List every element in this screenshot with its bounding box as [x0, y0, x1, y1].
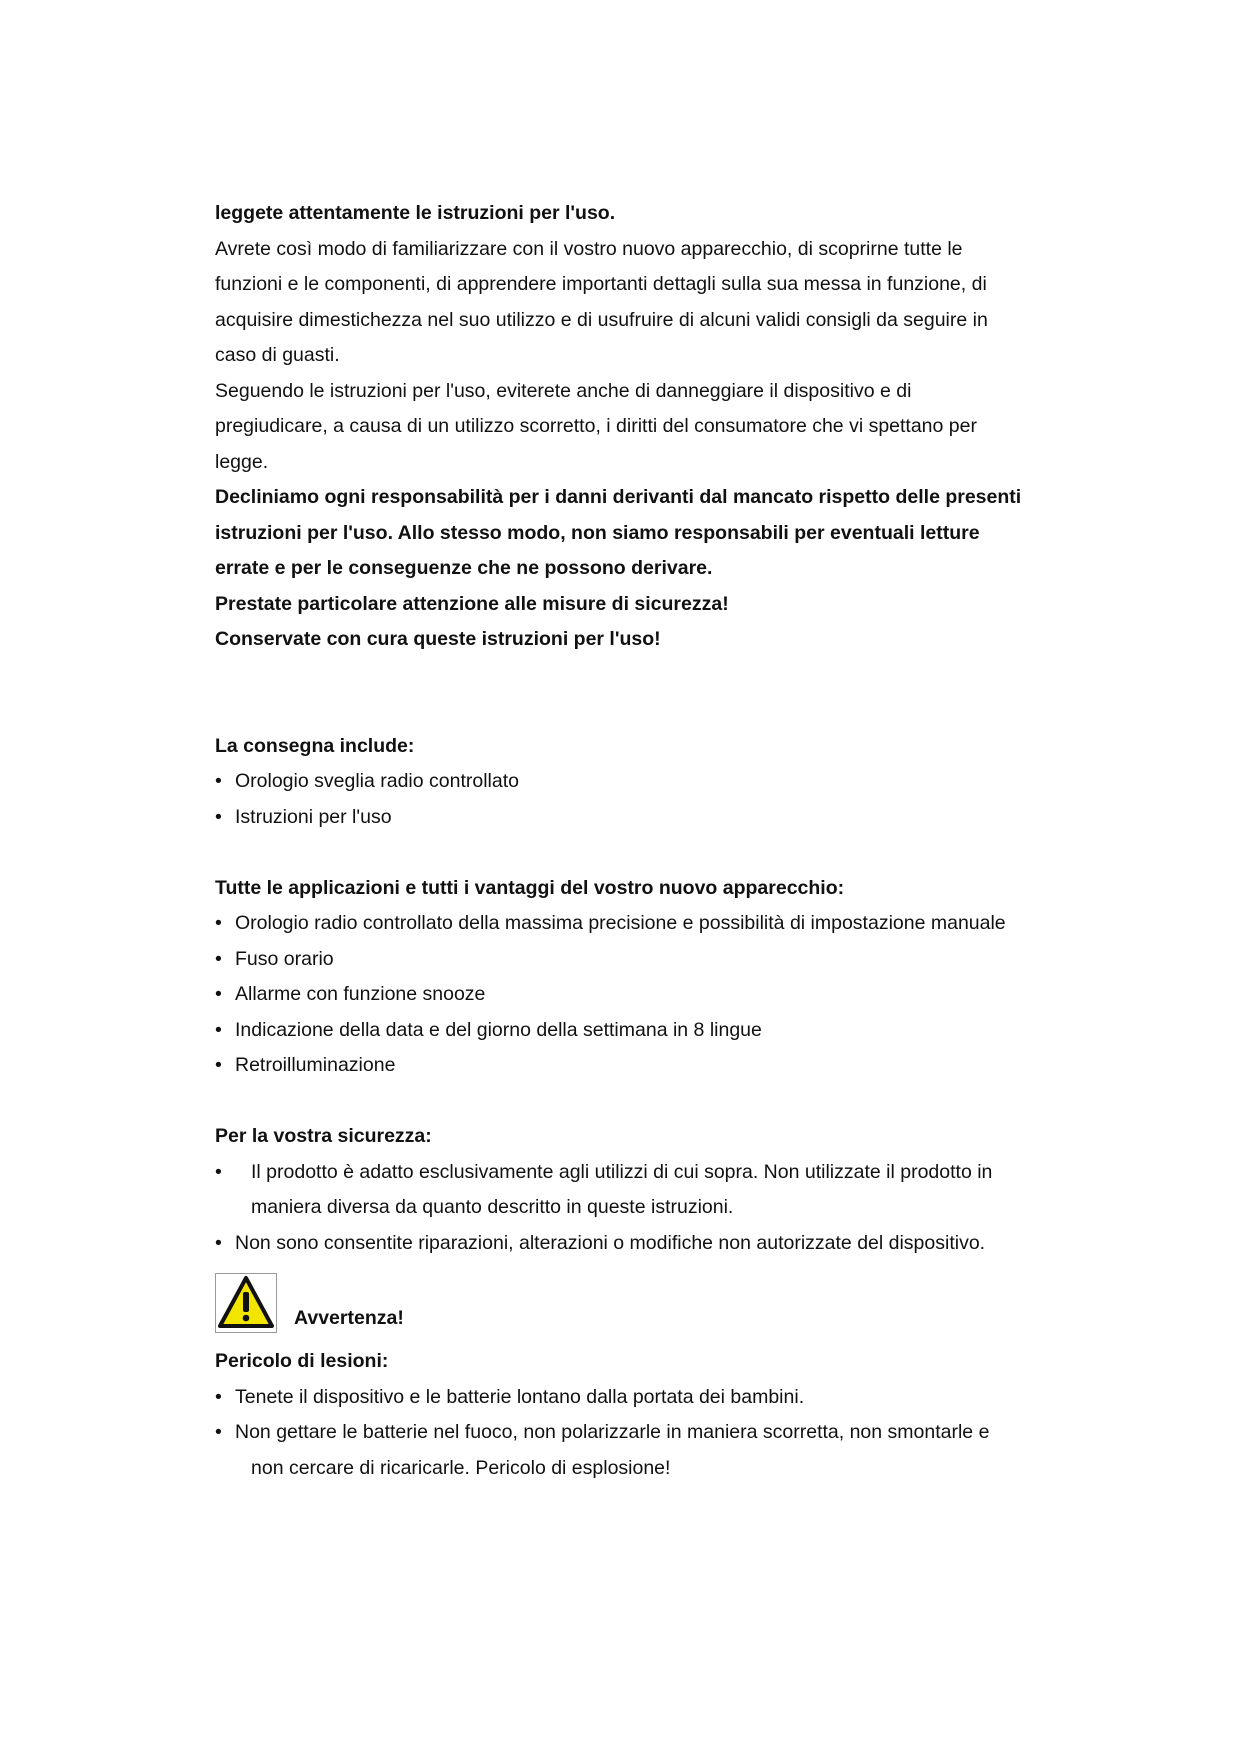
warning-triangle-icon	[215, 1273, 277, 1333]
list-item-text-continued: non cercare di ricaricarle. Pericolo di esplosione!	[251, 1456, 671, 1479]
text-line: acquisire dimestichezza nel suo utilizzo e di usufruire di alcuni validi consigli da seguire in	[215, 308, 988, 331]
list-item-text: Fuso orario	[235, 947, 334, 970]
list-item-text: Istruzioni per l'uso	[235, 805, 392, 828]
list-item	[215, 1048, 1045, 1084]
bullet-icon: •	[215, 1421, 222, 1443]
warning-label: Avvertenza!	[294, 1307, 404, 1329]
list-item-text: Orologio radio controllato della massima precisione e possibilità di impostazione manuale	[235, 912, 1006, 934]
delivery-list	[215, 764, 1045, 835]
section-spacer	[215, 1084, 1045, 1120]
delivery-heading: La consegna include:	[215, 734, 415, 757]
intro-paragraph-1	[215, 232, 1045, 374]
list-item-text: Indicazione della data e del giorno della settimana in 8 lingue	[235, 1018, 762, 1041]
bullet-icon: •	[215, 770, 222, 792]
text-line: errate e per le conseguenze che ne possono derivare.	[215, 557, 713, 579]
intro-paragraph-2	[215, 374, 1045, 481]
section-spacer	[215, 658, 1045, 729]
text-line: funzioni e le componenti, di apprendere importanti dettagli sulla sua messa in funzione, di	[215, 273, 987, 295]
warning-list	[215, 1380, 1045, 1487]
warning-block	[215, 1273, 1045, 1344]
list-item-text-continued: maniera diversa da quanto descritto in queste istruzioni.	[251, 1196, 734, 1218]
bullet-icon: •	[215, 912, 222, 934]
list-item	[215, 1380, 1045, 1416]
list-item-text: Tenete il dispositivo e le batterie lontano dalla portata dei bambini.	[235, 1385, 805, 1408]
list-item	[215, 977, 1045, 1013]
list-item	[215, 1226, 1045, 1262]
list-item-text: Il prodotto è adatto esclusivamente agli utilizzi di cui sopra. Non utilizzate il prodotto in	[251, 1160, 993, 1183]
features-list	[215, 906, 1045, 1084]
bullet-icon: •	[215, 805, 222, 828]
text-line: caso di guasti.	[215, 344, 340, 366]
keep-instructions-note: Conservate con cura queste istruzioni per l'uso!	[215, 628, 661, 650]
list-item-text: Non gettare le batterie nel fuoco, non polarizzarle in maniera scorretta, non smontarle e	[235, 1421, 990, 1443]
bullet-icon: •	[215, 1385, 222, 1408]
intro-heading: leggete attentamente le istruzioni per l'uso.	[215, 202, 616, 224]
list-item	[215, 1013, 1045, 1049]
disclaimer-paragraph	[215, 480, 1045, 587]
list-item	[215, 942, 1045, 978]
section-spacer	[215, 835, 1045, 871]
list-item	[215, 1155, 1045, 1226]
bullet-icon: •	[215, 1231, 222, 1254]
text-line: Seguendo le istruzioni per l'uso, eviterete anche di danneggiare il dispositivo e di	[215, 379, 912, 402]
list-item	[215, 800, 1045, 836]
text-line: istruzioni per l'uso. Allo stesso modo, non siamo responsabili per eventuali letture	[215, 521, 980, 544]
list-item-text: Non sono consentite riparazioni, alterazioni o modifiche non autorizzate del dispositivo.	[235, 1231, 986, 1254]
warning-exclamation-bar	[243, 1292, 249, 1312]
list-item	[215, 906, 1045, 942]
list-item-text: Allarme con funzione snooze	[235, 983, 486, 1005]
injury-danger-heading: Pericolo di lesioni:	[215, 1350, 389, 1372]
text-line: Avrete così modo di familiarizzare con il vostro nuovo apparecchio, di scoprirne tutte le	[215, 237, 963, 260]
bullet-icon: •	[215, 1018, 222, 1041]
warning-triangle-svg	[216, 1274, 276, 1332]
bullet-icon: •	[215, 983, 222, 1005]
bullet-icon: •	[215, 947, 222, 970]
text-line: Decliniamo ogni responsabilità per i danni derivanti dal mancato rispetto delle presenti	[215, 486, 1022, 508]
features-heading: Tutte le applicazioni e tutti i vantaggi del vostro nuovo apparecchio:	[215, 876, 845, 899]
safety-attention-note: Prestate particolare attenzione alle misure di sicurezza!	[215, 592, 729, 615]
list-item	[215, 1415, 1045, 1486]
text-line: pregiudicare, a causa di un utilizzo scorretto, i diritti del consumatore che vi spettano per	[215, 415, 977, 437]
safety-heading: Per la vostra sicurezza:	[215, 1125, 432, 1147]
warning-exclamation-dot	[243, 1315, 250, 1322]
bullet-icon: •	[215, 1054, 222, 1076]
text-line: legge.	[215, 450, 269, 473]
safety-list	[215, 1155, 1045, 1262]
list-item-text: Retroilluminazione	[235, 1054, 396, 1076]
bullet-icon: •	[215, 1160, 222, 1183]
list-item-text: Orologio sveglia radio controllato	[235, 770, 519, 792]
page-content	[215, 196, 1045, 1486]
list-item	[215, 764, 1045, 800]
